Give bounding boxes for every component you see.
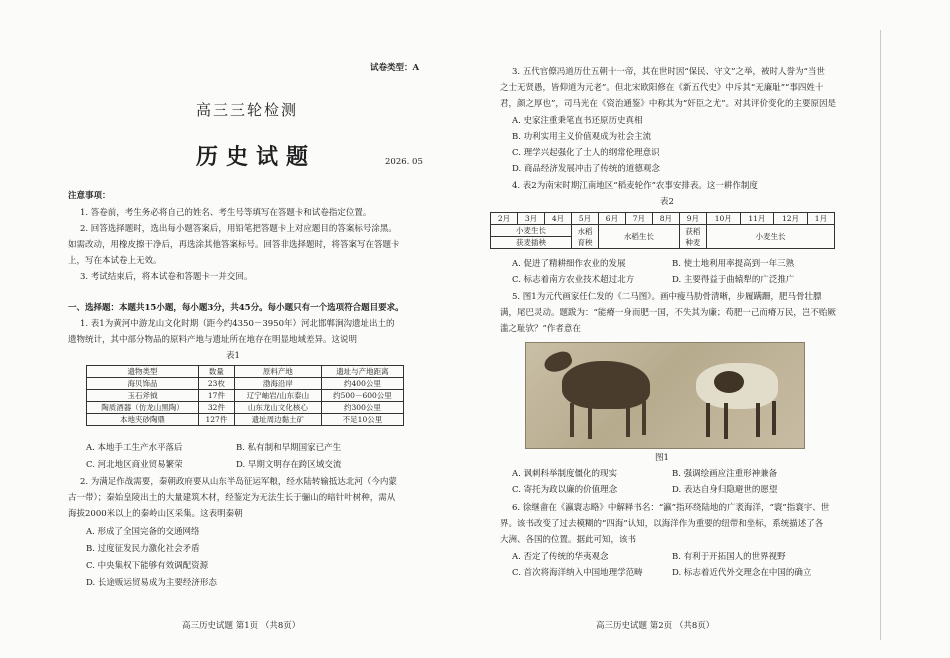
horse-leg <box>756 403 760 437</box>
answer-option: A. 本地手工生产水平落后 <box>86 443 183 453</box>
section-heading: 一、选择题：本题共15小题，每小题3分，共45分。每小题只有一个选项符合题目要求。 <box>68 303 404 313</box>
exam-date: 2026. 05 <box>385 157 423 167</box>
table-cell: 山东龙山文化核心 <box>234 402 321 414</box>
answer-option: A. 史家注重秉笔直书还原历史真相 <box>512 116 643 126</box>
horse-leg <box>772 401 776 435</box>
table-cell: 水稻生长 <box>598 225 679 249</box>
exam-title-main: 高三三轮检测 <box>196 101 299 119</box>
answer-option: D. 表达自身归隐避世的愿望 <box>672 485 778 495</box>
answer-option: B. 私有制和早期国家已产生 <box>236 443 342 453</box>
exam-type: 试卷类型：A <box>370 63 420 73</box>
answer-option: A. 促进了精耕细作农业的发展 <box>512 259 626 269</box>
answer-option: C. 标志着南方农业技术超过北方 <box>512 275 635 285</box>
answer-option: D. 长途贩运贸易成为主要经济形态 <box>86 578 217 588</box>
table-cell: 23枚 <box>198 378 234 390</box>
answer-option: B. 有利于开拓国人的世界视野 <box>672 552 786 562</box>
horse-leg <box>706 403 710 437</box>
figure-caption: 图1 <box>655 453 669 463</box>
horse-leg <box>570 403 574 437</box>
answer-option: D. 商品经济发展冲击了传统的道德观念 <box>512 164 660 174</box>
table-cell: 不足10公里 <box>321 414 403 426</box>
answer-option: B. 过度征发民力激化社会矛盾 <box>86 544 200 554</box>
table-cell: 海贝饰品 <box>87 378 199 390</box>
month-cell: 6月 <box>598 213 625 225</box>
question-2-text: 古一带）；秦始皇陵出土的大量建筑木材，经鉴定为无法生长于骊山的暗针叶树种，需从 <box>68 493 396 503</box>
answer-option: B. 功利实用主义价值观成为社会主流 <box>512 132 652 142</box>
page-edge-line <box>880 30 881 640</box>
horse-leg <box>588 403 592 439</box>
table-2 <box>490 212 835 249</box>
month-cell: 9月 <box>679 213 706 225</box>
notice-title: 注意事项： <box>68 191 111 201</box>
table-cell: 小麦生长 <box>706 225 834 249</box>
table-row <box>491 225 835 237</box>
table-cell: 32件 <box>198 402 234 414</box>
table-cell: 127件 <box>198 414 234 426</box>
question-1-text: 1. 表1为黄河中游龙山文化时期（距今约4350－3950年）河北邯郸涧沟遗址出土的 <box>80 319 395 329</box>
horse-leg <box>724 403 728 439</box>
table-cell: 陶质酒器（仿龙山黑陶） <box>87 402 199 414</box>
answer-option: A. 形成了全国完备的交通网络 <box>86 527 200 537</box>
table-cell: 玉石斧钺 <box>87 390 199 402</box>
answer-option: A. 讽刺科举制度僵化的现实 <box>512 469 618 479</box>
page-footer: 高三历史试题 第1页 （共8页） <box>182 621 301 631</box>
month-cell: 3月 <box>517 213 544 225</box>
month-cell: 11月 <box>740 213 774 225</box>
month-cell: 5月 <box>571 213 598 225</box>
table-2-title: 表2 <box>660 197 674 207</box>
table-header-cell: 遗物类型 <box>87 366 199 378</box>
answer-option: B. 使土地利用率提高到一年三熟 <box>672 259 795 269</box>
table-cell: 渤海沿岸 <box>234 378 321 390</box>
answer-option: B. 强调绘画应注重形神兼备 <box>672 469 778 479</box>
question-5-text: 5. 图1为元代画家任仁发的《二马图》。画中瘦马肋骨清晰，步履蹒跚，肥马骨壮膘 <box>512 292 822 302</box>
table-cell: 约400公里 <box>321 378 403 390</box>
horse-leg <box>626 403 630 437</box>
answer-option: C. 理学兴起强化了士人的纲常伦理意识 <box>512 148 660 158</box>
month-cell: 8月 <box>652 213 679 225</box>
table-cell: 约300公里 <box>321 402 403 414</box>
table-header-cell: 原料产地 <box>234 366 321 378</box>
page-footer: 高三历史试题 第2页 （共8页） <box>596 621 715 631</box>
answer-option: C. 首次将海洋纳入中国地理学范畴 <box>512 568 643 578</box>
table-row <box>87 402 404 414</box>
notice-line: 如需改动，用橡皮擦干净后，再选涂其他答案标号。回答非选择题时，将答案写在答题卡 <box>68 240 400 250</box>
table-row <box>87 390 404 402</box>
question-2-text: 海拔2000米以上的秦岭山区采集。这表明秦朝 <box>68 509 243 519</box>
answer-option: C. 寄托为政以廉的价值理念 <box>512 485 618 495</box>
month-cell: 1月 <box>807 213 834 225</box>
table-cell: 获麦插秧 <box>491 237 572 249</box>
table-cell: 获稻种麦 <box>679 225 706 249</box>
thin-horse-body <box>562 361 650 409</box>
notice-line: 上，写在本试卷上无效。 <box>68 256 162 266</box>
notice-line: 2. 回答选择题时，选出每小题答案后，用铅笔把答题卡上对应题目的答案标号涂黑。 <box>80 224 397 234</box>
answer-option: C. 河北地区商业贸易繁荣 <box>86 460 183 470</box>
two-horses-painting <box>525 342 805 449</box>
notice-line: 1. 答卷前，考生务必将自己的姓名、考生号等填写在答题卡和试卷指定位置。 <box>80 208 372 218</box>
table-row <box>87 414 404 426</box>
table-header-cell: 遗址与产地距离 <box>321 366 403 378</box>
question-4-text: 4. 表2为南宋时期江南地区“稻麦轮作”农事安排表。这一耕作制度 <box>512 181 758 191</box>
answer-option: D. 主要得益于曲辕犁的广泛推广 <box>672 275 795 285</box>
answer-option: D. 标志着近代外交理念在中国的确立 <box>672 568 812 578</box>
table-cell: 遗址周边黏土矿 <box>234 414 321 426</box>
table-cell: 小麦生长 <box>491 225 572 237</box>
question-3-text: 3. 五代官僚冯道历仕五朝十一帝，其在世时因“保民、守文”之举，被时人誉为“当世 <box>512 67 825 77</box>
table-cell: 约500－600公里 <box>321 390 403 402</box>
table-row <box>491 213 835 225</box>
horse-leg <box>642 401 646 435</box>
month-cell: 2月 <box>491 213 518 225</box>
table-cell: 17件 <box>198 390 234 402</box>
exam-title-subject: 历史试题 <box>196 144 317 170</box>
month-cell: 12月 <box>774 213 808 225</box>
question-6-text: 界。该书改变了过去模糊的“四海”认知，以海洋作为重要的纽带和坐标，系统描述了各 <box>500 519 824 529</box>
table-1-title: 表1 <box>226 351 240 361</box>
table-row <box>87 378 404 390</box>
question-2-text: 2. 为满足作战需要，秦朝政府要从山东半岛征运军粮，经水陆转输抵达北河（今内蒙 <box>80 477 397 487</box>
fat-horse-spot <box>714 371 744 393</box>
table-1 <box>86 365 404 426</box>
month-cell: 10月 <box>706 213 740 225</box>
answer-option: D. 早期文明存在跨区域交流 <box>236 460 342 470</box>
month-cell: 4月 <box>544 213 571 225</box>
month-cell: 7月 <box>625 213 652 225</box>
notice-line: 3. 考试结束后，将本试卷和答题卡一并交回。 <box>80 272 253 282</box>
question-3-text: 君，颜之厚也”，司马光在《资治通鉴》中称其为“奸臣之尤”。对其评价变化的主要原因是 <box>500 99 837 109</box>
question-5-text: 满，尾巴灵动。题跋为：“能瘠一身而肥一国，不失其为廉；苟肥一己而瘠万民，岂不贻厥 <box>500 308 836 318</box>
question-6-text: 大洲、各国的位置。据此可知，该书 <box>500 535 637 545</box>
question-3-text: 之士无贤愚，皆仰道为元老”。但北宋欧阳修在《新五代史》中斥其“无廉耻”“事四姓十 <box>500 83 824 93</box>
question-1-text: 遗物统计，其中部分物品的原料产地与遗址所在地存在明显地域差异。这说明 <box>68 335 358 345</box>
table-header-cell: 数量 <box>198 366 234 378</box>
table-cell: 辽宁岫岩/山东泰山 <box>234 390 321 402</box>
question-6-text: 6. 徐继畬在《瀛寰志略》中解释书名：“瀛”指环绕陆地的广袤海洋，“寰”指寰宇、世 <box>512 503 830 513</box>
answer-option: A. 否定了传统的华夷观念 <box>512 552 609 562</box>
answer-option: C. 中央集权下能够有效调配资源 <box>86 561 209 571</box>
table-cell: 水稻育秧 <box>571 225 598 249</box>
table-cell: 本地夹砂陶鼎 <box>87 414 199 426</box>
question-5-text: 滥之耻欤？”作者意在 <box>500 324 581 334</box>
